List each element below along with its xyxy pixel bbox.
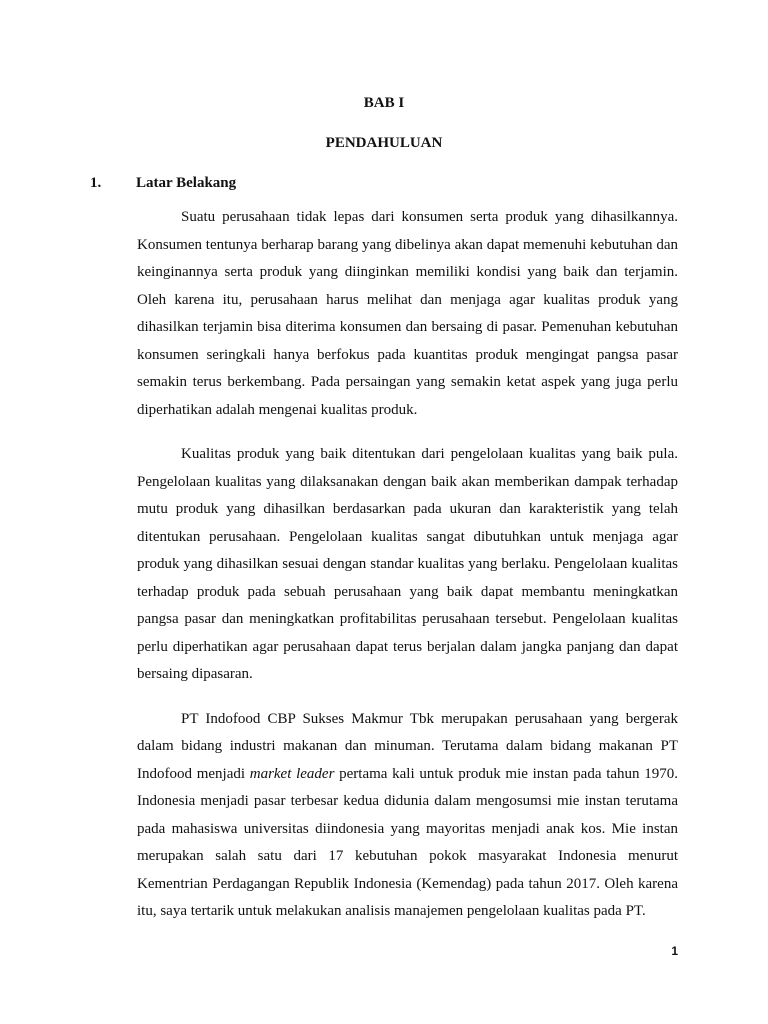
section-title: Latar Belakang [136, 175, 237, 191]
body-text [137, 204, 678, 943]
chapter-title: PENDAHULUAN [325, 135, 443, 151]
chapter-number: BAB I [363, 95, 405, 111]
paragraph-3-part-2: pertama kali untuk produk mie instan pada tahun 1970. Indonesia menjadi pasar terbesar kedua didunia dalam mengosumsi mie instan terutama pada mahasiswa universitas diindonesia yang mayoritas menjadi anak kos. Mie instan merupakan salah satu dari 17 kebutuhan pokok masyarakat Indonesia menurut Kementrian Perdagangan Republik Indonesia (Kemendag) pada tahun 2017. Oleh karena itu, saya tertarik untuk melakukan analisis manajemen pengelolaan kualitas pada PT. [137, 765, 678, 919]
italic-term: market leader [249, 765, 335, 782]
section-heading [90, 174, 236, 192]
paragraph-2: Kualitas produk yang baik ditentukan dari pengelolaan kualitas yang baik pula. Pengelolaan kualitas yang dilaksanakan dengan baik akan memberikan dampak terhadap mutu produk yang dihasilkan berdasarkan pada ukuran dan karakteristik yang telah ditentukan perusahaan. Pengelolaan kualitas sangat dibutuhkan untuk menjaga agar produk yang dihasilkan sesuai dengan standar kualitas yang berlaku. Pengelolaan kualitas terhadap produk pada sebuah perusahaan yang baik dapat membantu meningkatkan pangsa pasar dan meningkatkan profitabilitas perusahaan tersebut. Pengelolaan kualitas perlu diperhatikan agar perusahaan dapat terus berjalan dalam jangka panjang dan dapat bersaing dipasaran. [137, 446, 678, 682]
page-number: 1 [671, 944, 678, 958]
paragraph-1: Suatu perusahaan tidak lepas dari konsumen serta produk yang dihasilkannya. Konsumen tentunya berharap barang yang dibelinya akan dapat memenuhi kebutuhan dan keinginannya serta produk yang diinginkan memiliki kondisi yang baik dan terjamin. Oleh karena itu, perusahaan harus melihat dan menjaga agar kualitas produk yang dihasilkan terjamin bisa diterima konsumen dan bersaing di pasar. Pemenuhan kebutuhan konsumen seringkali hanya berfokus pada kuantitas produk mengingat pangsa pasar semakin terus berkembang. Pada persaingan yang semakin ketat aspek yang juga perlu diperhatikan adalah mengenai kualitas produk. [137, 209, 678, 418]
paragraph-3 [137, 706, 678, 926]
paragraph-3-part-1: PT Indofood CBP Sukses Makmur Tbk merupakan perusahaan yang bergerak dalam bidang industri makanan dan minuman. Terutama dalam bidang makanan PT Indofood menjadi [137, 710, 678, 782]
section-number: 1. [90, 175, 102, 191]
